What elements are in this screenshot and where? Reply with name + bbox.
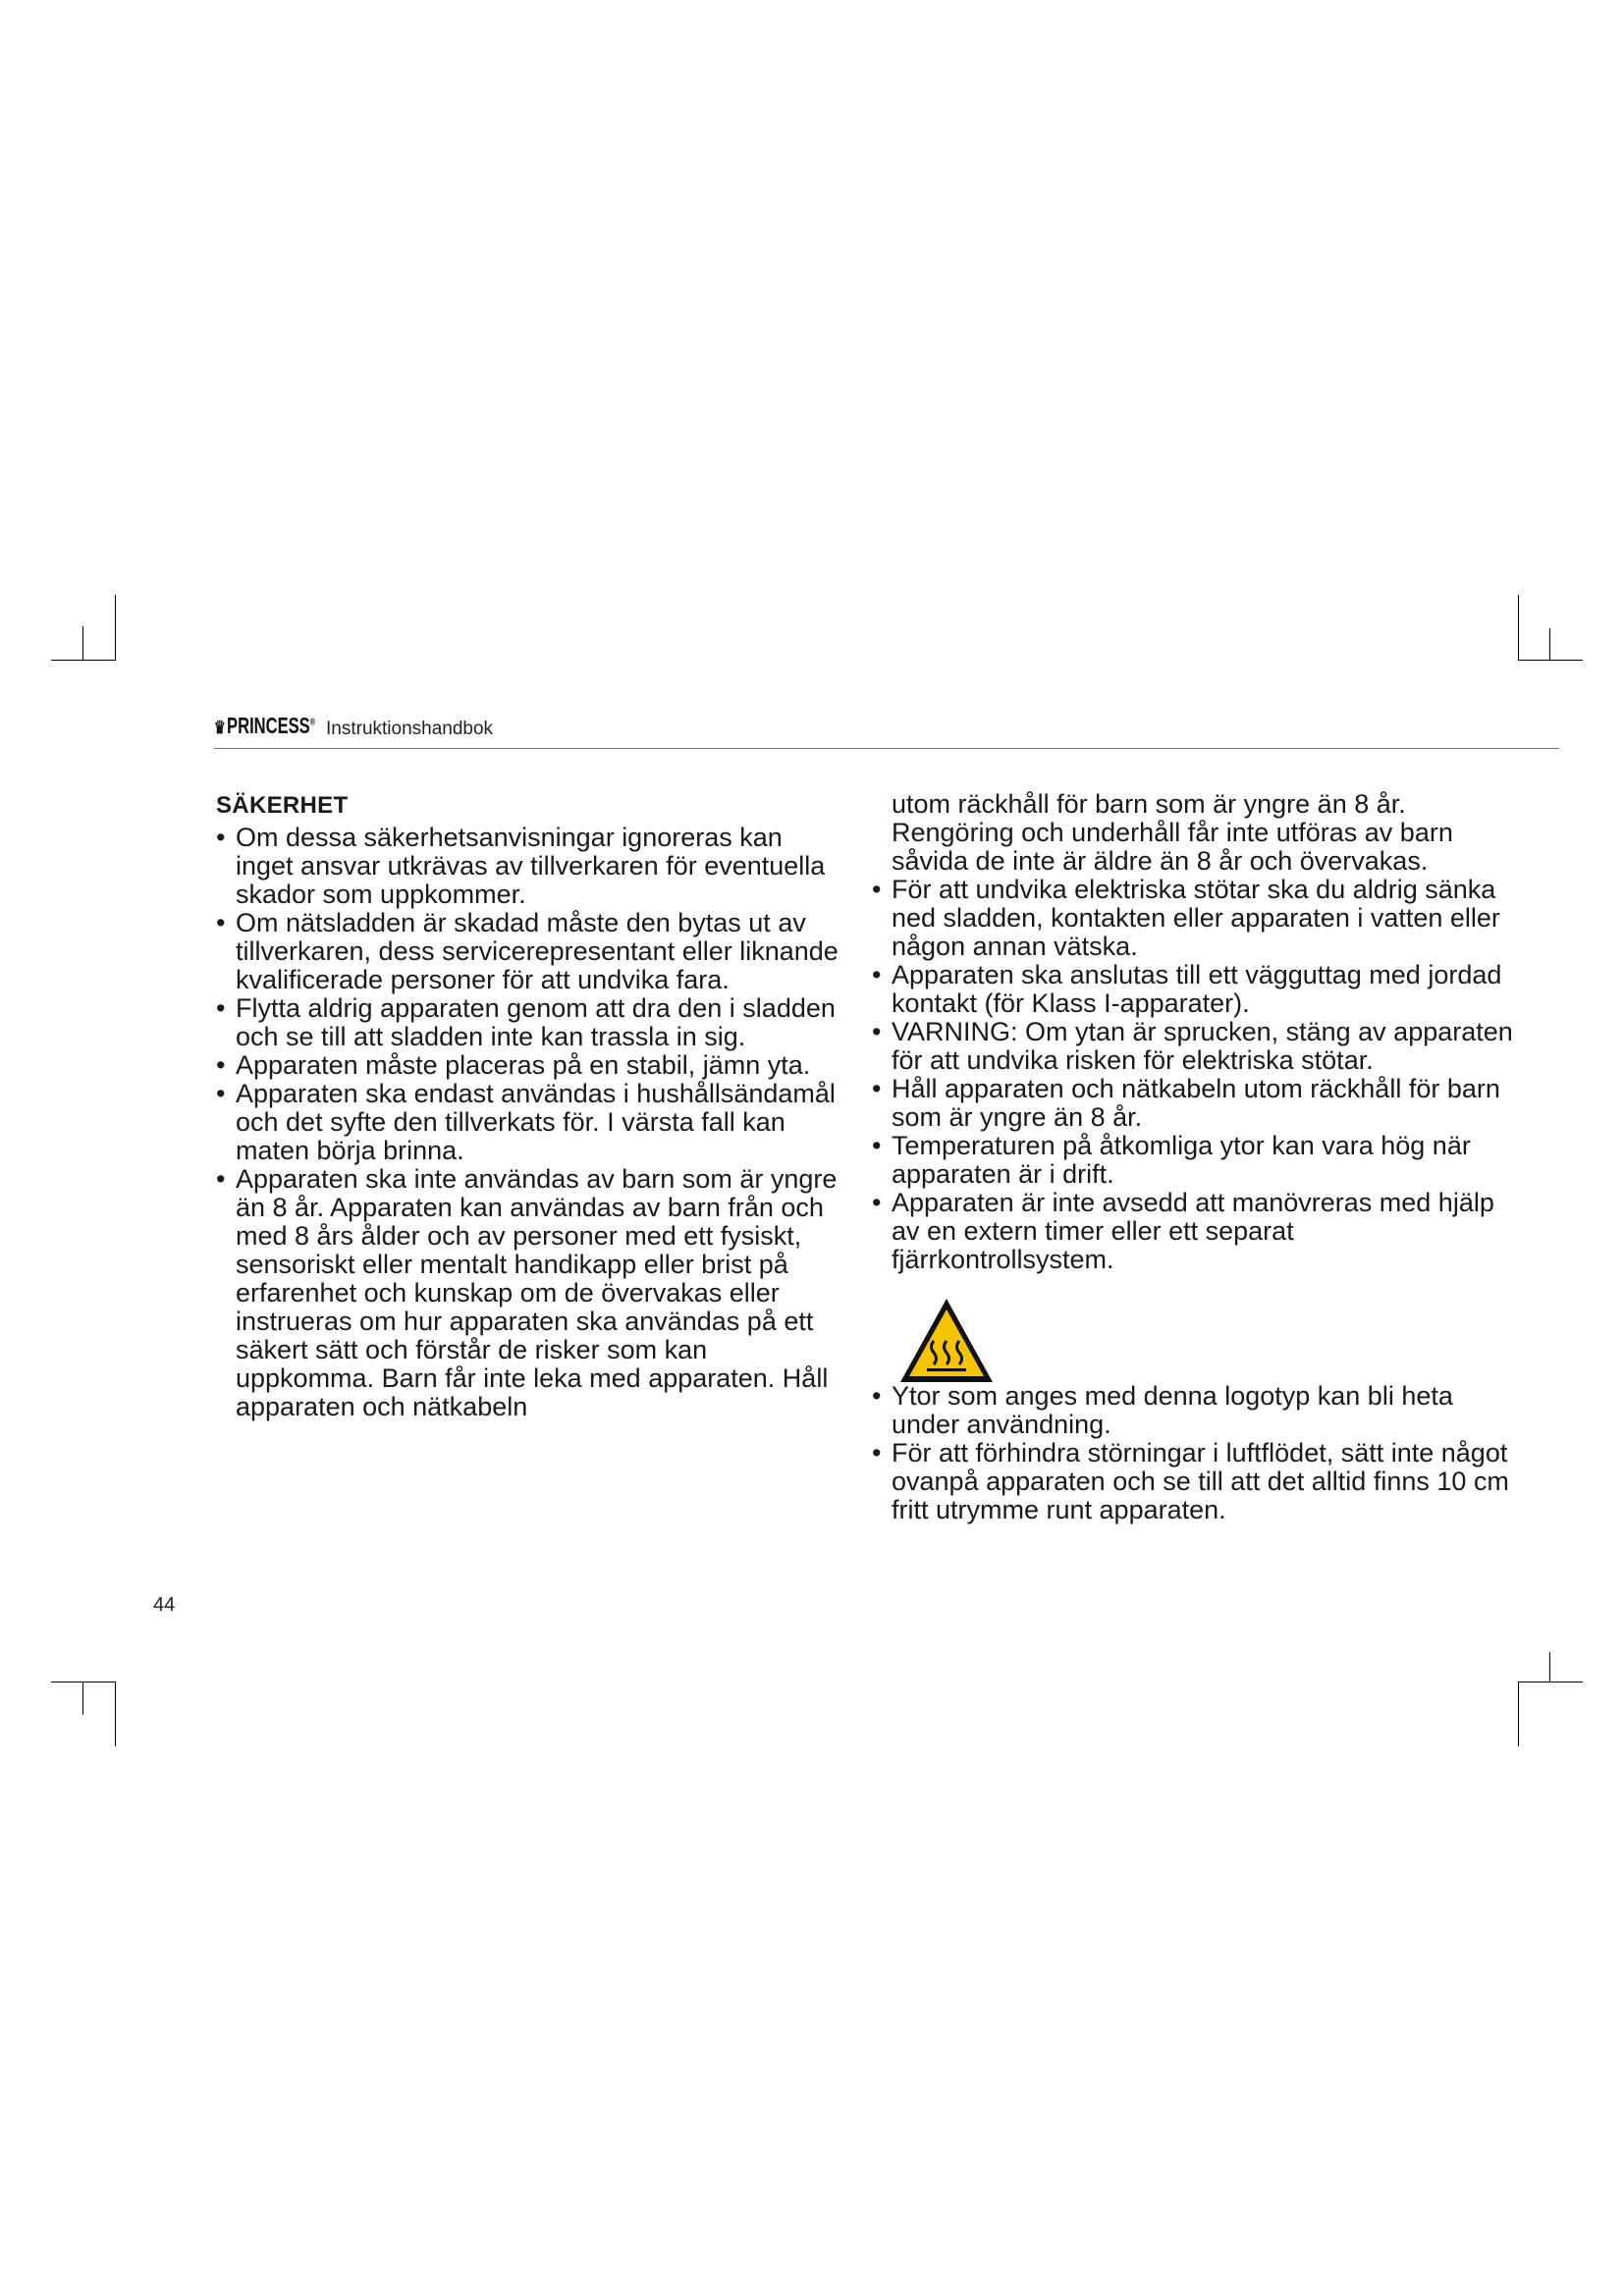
list-item: • VARNING: Om ytan är sprucken, stäng av apparaten för att undvika risken för elektriska stötar. <box>872 1018 1520 1075</box>
list-item: • Håll apparaten och nätkabeln utom räckhåll för barn som är yngre än 8 år. <box>872 1075 1520 1132</box>
safety-list-right <box>872 876 1520 1274</box>
list-item: • Apparaten ska endast användas i hushållsändamål och det syfte den tillverkats för. I värsta fall kan maten börja brinna. <box>216 1080 844 1165</box>
continued-text: utom räckhåll för barn som är yngre än 8 år. Rengöring och underhåll får inte utföras av barn såvida de inte är äldre än 8 år och övervakas. <box>892 789 1453 876</box>
list-item: • Flytta aldrig apparaten genom att dra den i sladden och se till att sladden inte kan trassla in sig. <box>216 994 844 1051</box>
list-item: • Om dessa säkerhetsanvisningar ignoreras kan inget ansvar utkrävas av tillverkaren för eventuella skador som uppkommer. <box>216 824 844 909</box>
safety-list-left <box>216 824 844 1421</box>
section-title: SÄKERHET <box>216 792 349 819</box>
list-item: • Om nätsladden är skadad måste den bytas ut av tillverkaren, dess servicerepresentant eller liknande kvalificerade personer för att undvika fara. <box>216 909 844 994</box>
crown-icon: ♛ <box>214 718 226 737</box>
left-column <box>216 791 844 1421</box>
list-item: • För att förhindra störningar i luftflödet, sätt inte något ovanpå apparaten och se till att det alltid finns 10 cm fritt utrymme runt apparaten. <box>872 1439 1520 1524</box>
page-number: 44 <box>153 1594 176 1616</box>
header-rule <box>214 748 1559 749</box>
list-item: • Apparaten ska inte användas av barn som är yngre än 8 år. Apparaten kan användas av barn från och med 8 års ålder och av personer med ett fysiskt, sensoriskt eller mentalt handikapp eller brist på erfarenhet och kunskap om de övervakas eller instrueras om hur apparaten ska användas på ett säkert sätt och förstår de risker som kan uppkomma. Barn får inte leka med apparaten. Håll apparaten och nätkabeln <box>216 1165 844 1421</box>
safety-list-right-2 <box>872 1382 1520 1524</box>
page-header <box>214 713 1557 746</box>
hot-surface-warning-icon <box>897 1296 996 1386</box>
list-item: • Apparaten är inte avsedd att manövreras med hjälp av en extern timer eller ett separat fjärrkontrollsystem. <box>872 1189 1520 1274</box>
brand-logo: ♛PRINCESS® <box>214 713 316 738</box>
list-item: • Temperaturen på åtkomliga ytor kan vara hög när apparaten är i drift. <box>872 1132 1520 1189</box>
right-column <box>872 790 1520 1524</box>
list-item: • Apparaten måste placeras på en stabil, jämn yta. <box>216 1051 844 1080</box>
list-item: • För att undvika elektriska stötar ska du aldrig sänka ned sladden, kontakten eller apparaten i vatten eller någon annan vätska. <box>872 876 1520 961</box>
list-item: • Ytor som anges med denna logotyp kan bli heta under användning. <box>872 1382 1520 1439</box>
list-item: • Apparaten ska anslutas till ett vägguttag med jordad kontakt (för Klass I-apparater). <box>872 961 1520 1018</box>
document-title: Instruktionshandbok <box>326 719 494 739</box>
